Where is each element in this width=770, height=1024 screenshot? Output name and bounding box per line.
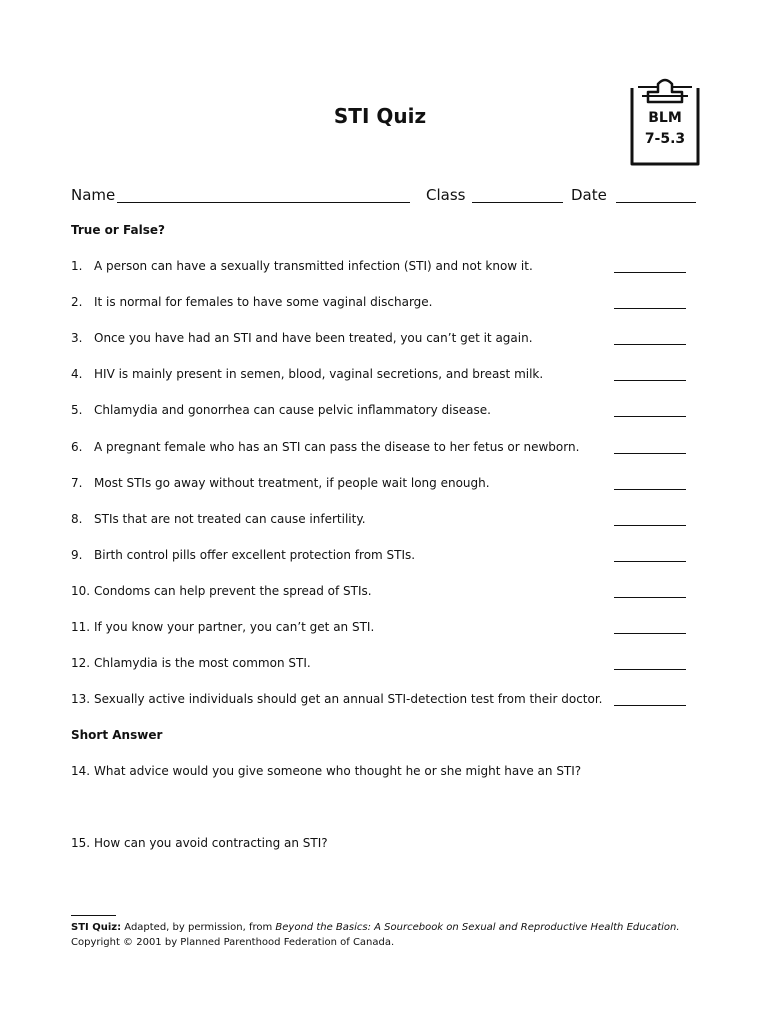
question-number: 10. — [71, 583, 91, 598]
tf-question — [71, 331, 691, 349]
answer-blank[interactable] — [614, 561, 686, 562]
blm-line2: 7-5.3 — [644, 131, 686, 147]
question-text: HIV is mainly present in semen, blood, vaginal secretions, and breast milk. — [94, 367, 544, 382]
tf-question — [71, 259, 691, 277]
question-number: 14. — [71, 764, 91, 778]
true-false-heading: True or False? — [71, 223, 165, 237]
student-info-row — [71, 186, 701, 208]
answer-blank[interactable] — [614, 633, 686, 634]
name-label: Name — [71, 186, 116, 204]
footnote-text2: Copyright © 2001 by Planned Parenthood Federation of Canada. — [71, 937, 395, 948]
tf-question — [71, 548, 691, 566]
answer-blank[interactable] — [614, 597, 686, 598]
footnote-rule — [71, 915, 116, 916]
question-number: 7. — [71, 475, 83, 490]
blm-badge — [628, 74, 702, 170]
question-text: It is normal for females to have some vaginal discharge. — [94, 295, 433, 310]
tf-question — [71, 656, 691, 674]
question-text: How can you avoid contracting an STI? — [94, 836, 328, 850]
page-title: STI Quiz — [333, 104, 427, 128]
tf-question — [71, 403, 691, 421]
tf-question — [71, 692, 691, 710]
question-text: What advice would you give someone who thought he or she might have an STI? — [94, 764, 582, 778]
question-text: Most STIs go away without treatment, if people wait long enough. — [94, 475, 490, 490]
question-number: 4. — [71, 367, 83, 382]
question-number: 11. — [71, 620, 91, 634]
tf-question — [71, 476, 691, 494]
tf-question — [71, 440, 691, 458]
question-text: Once you have had an STI and have been treated, you can’t get it again. — [94, 331, 533, 346]
question-number: 9. — [71, 547, 83, 562]
question-number: 3. — [71, 331, 83, 346]
short-answer-heading: Short Answer — [71, 728, 163, 742]
answer-blank[interactable] — [614, 669, 686, 670]
answer-blank[interactable] — [614, 453, 686, 454]
tf-question — [71, 584, 691, 602]
answer-blank[interactable] — [614, 380, 686, 381]
answer-blank[interactable] — [614, 489, 686, 490]
footnote-label: STI Quiz: — [71, 922, 122, 933]
tf-question — [71, 295, 691, 313]
answer-blank[interactable] — [614, 525, 686, 526]
question-number: 15. — [71, 836, 91, 850]
question-number: 2. — [71, 295, 83, 310]
question-number: 13. — [71, 692, 91, 707]
question-text: Chlamydia and gonorrhea can cause pelvic inflammatory disease. — [94, 403, 491, 418]
question-text: STIs that are not treated can cause infertility. — [94, 511, 366, 526]
footnote — [71, 920, 701, 950]
footnote-book-title: Beyond the Basics: A Sourcebook on Sexual and Reproductive Health Education. — [275, 922, 680, 933]
tf-question — [71, 620, 691, 638]
question-text: Birth control pills offer excellent protection from STIs. — [94, 547, 416, 562]
short-answer-question — [71, 836, 691, 854]
class-field[interactable] — [472, 202, 563, 203]
footnote-text1: Adapted, by permission, from — [121, 922, 276, 933]
question-text: Condoms can help prevent the spread of STIs. — [94, 583, 372, 598]
question-number: 6. — [71, 439, 83, 454]
question-text: If you know your partner, you can’t get an STI. — [94, 620, 375, 634]
answer-blank[interactable] — [614, 416, 686, 417]
blm-line1: BLM — [648, 110, 682, 126]
answer-blank[interactable] — [614, 272, 686, 273]
question-number: 12. — [71, 656, 91, 671]
answer-blank[interactable] — [614, 344, 686, 345]
date-field[interactable] — [616, 202, 696, 203]
question-number: 5. — [71, 403, 83, 418]
question-text: A pregnant female who has an STI can pass the disease to her fetus or newborn. — [94, 439, 580, 454]
tf-question — [71, 367, 691, 385]
short-answer-question — [71, 764, 691, 782]
class-label: Class — [426, 186, 466, 204]
name-field[interactable] — [117, 202, 410, 203]
tf-question — [71, 512, 691, 530]
answer-blank[interactable] — [614, 705, 686, 706]
question-number: 8. — [71, 511, 83, 526]
question-text: Sexually active individuals should get an annual STI-detection test from their doctor. — [94, 692, 603, 707]
question-number: 1. — [71, 259, 83, 273]
question-text: A person can have a sexually transmitted infection (STI) and not know it. — [94, 259, 533, 273]
question-text: Chlamydia is the most common STI. — [94, 656, 311, 671]
answer-blank[interactable] — [614, 308, 686, 309]
date-label: Date — [571, 186, 607, 204]
